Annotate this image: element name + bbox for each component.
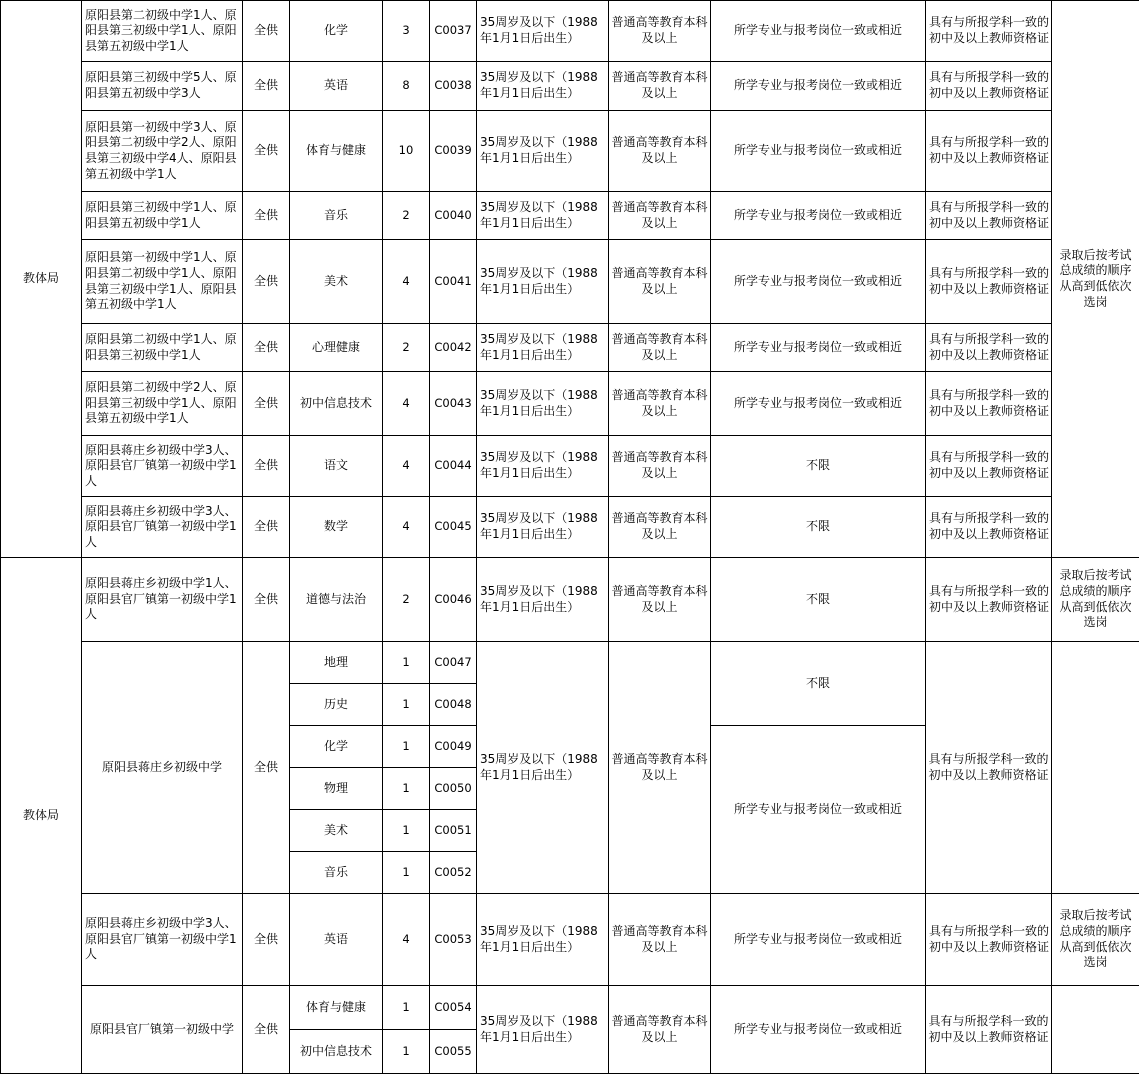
code-cell: C0042 [430,324,477,372]
table-row [1,1,1139,62]
supply-cell: 全供 [243,372,290,436]
count-cell: 1 [383,986,430,1030]
age-cell: 35周岁及以下（1988年1月1日后出生） [477,240,609,324]
age-cell: 35周岁及以下（1988年1月1日后出生） [477,192,609,240]
certificate-cell: 具有与所报学科一致的初中及以上教师资格证 [926,894,1052,986]
supply-cell: 全供 [243,436,290,497]
education-cell: 普通高等教育本科及以上 [609,986,711,1074]
subject-cell: 英语 [290,894,383,986]
table-row [1,558,1139,642]
supply-cell: 全供 [243,240,290,324]
count-cell: 4 [383,497,430,558]
school-cell: 原阳县第二初级中学1人、原阳县第三初级中学1人 [82,324,243,372]
code-cell: C0043 [430,372,477,436]
count-cell: 1 [383,768,430,810]
code-cell: C0039 [430,111,477,192]
school-cell: 原阳县蒋庄乡初级中学3人、原阳县官厂镇第一初级中学1人 [82,497,243,558]
age-cell: 35周岁及以下（1988年1月1日后出生） [477,324,609,372]
education-cell: 普通高等教育本科及以上 [609,1,711,62]
major-cell: 所学专业与报考岗位一致或相近 [711,726,926,894]
table-row [1,894,1139,986]
supply-cell: 全供 [243,642,290,894]
education-cell: 普通高等教育本科及以上 [609,372,711,436]
age-cell: 35周岁及以下（1988年1月1日后出生） [477,986,609,1074]
selection-method-cell [1052,986,1139,1074]
certificate-cell: 具有与所报学科一致的初中及以上教师资格证 [926,497,1052,558]
count-cell: 1 [383,810,430,852]
subject-cell: 美术 [290,240,383,324]
count-cell: 1 [383,726,430,768]
age-cell: 35周岁及以下（1988年1月1日后出生） [477,62,609,111]
subject-cell: 体育与健康 [290,111,383,192]
code-cell: C0038 [430,62,477,111]
table-row [1,436,1139,497]
code-cell: C0049 [430,726,477,768]
certificate-cell: 具有与所报学科一致的初中及以上教师资格证 [926,192,1052,240]
school-cell: 原阳县官厂镇第一初级中学 [82,986,243,1074]
school-cell: 原阳县蒋庄乡初级中学 [82,642,243,894]
subject-cell: 化学 [290,726,383,768]
certificate-cell: 具有与所报学科一致的初中及以上教师资格证 [926,642,1052,894]
major-cell: 所学专业与报考岗位一致或相近 [711,372,926,436]
education-cell: 普通高等教育本科及以上 [609,324,711,372]
table-row [1,324,1139,372]
code-cell: C0045 [430,497,477,558]
supply-cell: 全供 [243,986,290,1074]
supply-cell: 全供 [243,894,290,986]
subject-cell: 初中信息技术 [290,1030,383,1074]
school-cell: 原阳县第一初级中学3人、原阳县第二初级中学2人、原阳县第三初级中学4人、原阳县第五初级中学1人 [82,111,243,192]
supply-cell: 全供 [243,192,290,240]
age-cell: 35周岁及以下（1988年1月1日后出生） [477,1,609,62]
code-cell: C0050 [430,768,477,810]
subject-cell: 美术 [290,810,383,852]
major-cell: 所学专业与报考岗位一致或相近 [711,240,926,324]
school-cell: 原阳县蒋庄乡初级中学1人、原阳县官厂镇第一初级中学1人 [82,558,243,642]
certificate-cell: 具有与所报学科一致的初中及以上教师资格证 [926,1,1052,62]
school-cell: 原阳县第二初级中学2人、原阳县第三初级中学1人、原阳县第五初级中学1人 [82,372,243,436]
code-cell: C0046 [430,558,477,642]
subject-cell: 历史 [290,684,383,726]
major-cell: 所学专业与报考岗位一致或相近 [711,894,926,986]
subject-cell: 道德与法治 [290,558,383,642]
code-cell: C0044 [430,436,477,497]
count-cell: 4 [383,240,430,324]
code-cell: C0052 [430,852,477,894]
school-cell: 原阳县第一初级中学1人、原阳县第二初级中学1人、原阳县第三初级中学1人、原阳县第五初级中学1人 [82,240,243,324]
count-cell: 4 [383,372,430,436]
certificate-cell: 具有与所报学科一致的初中及以上教师资格证 [926,372,1052,436]
supply-cell: 全供 [243,497,290,558]
major-cell: 所学专业与报考岗位一致或相近 [711,1,926,62]
count-cell: 10 [383,111,430,192]
code-cell: C0037 [430,1,477,62]
education-cell: 普通高等教育本科及以上 [609,111,711,192]
age-cell: 35周岁及以下（1988年1月1日后出生） [477,436,609,497]
major-cell: 所学专业与报考岗位一致或相近 [711,192,926,240]
code-cell: C0054 [430,986,477,1030]
education-cell: 普通高等教育本科及以上 [609,894,711,986]
age-cell: 35周岁及以下（1988年1月1日后出生） [477,111,609,192]
table-row [1,240,1139,324]
supply-cell: 全供 [243,1,290,62]
major-cell: 所学专业与报考岗位一致或相近 [711,324,926,372]
subject-cell: 初中信息技术 [290,372,383,436]
subject-cell: 物理 [290,768,383,810]
count-cell: 1 [383,684,430,726]
selection-method-cell: 录取后按考试总成绩的顺序从高到低依次选岗 [1052,1,1139,558]
subject-cell: 音乐 [290,192,383,240]
certificate-cell: 具有与所报学科一致的初中及以上教师资格证 [926,436,1052,497]
subject-cell: 心理健康 [290,324,383,372]
education-cell: 普通高等教育本科及以上 [609,240,711,324]
age-cell: 35周岁及以下（1988年1月1日后出生） [477,372,609,436]
certificate-cell: 具有与所报学科一致的初中及以上教师资格证 [926,62,1052,111]
count-cell: 4 [383,894,430,986]
count-cell: 2 [383,324,430,372]
major-cell: 不限 [711,642,926,726]
count-cell: 1 [383,642,430,684]
supply-cell: 全供 [243,111,290,192]
education-cell: 普通高等教育本科及以上 [609,192,711,240]
age-cell: 35周岁及以下（1988年1月1日后出生） [477,894,609,986]
school-cell: 原阳县蒋庄乡初级中学3人、原阳县官厂镇第一初级中学1人 [82,436,243,497]
subject-cell: 化学 [290,1,383,62]
certificate-cell: 具有与所报学科一致的初中及以上教师资格证 [926,240,1052,324]
table-row [1,111,1139,192]
table-row [1,62,1139,111]
count-cell: 1 [383,852,430,894]
education-cell: 普通高等教育本科及以上 [609,558,711,642]
major-cell: 所学专业与报考岗位一致或相近 [711,62,926,111]
school-cell: 原阳县第三初级中学1人、原阳县第五初级中学1人 [82,192,243,240]
table-row [1,192,1139,240]
certificate-cell: 具有与所报学科一致的初中及以上教师资格证 [926,111,1052,192]
code-cell: C0041 [430,240,477,324]
table-row [1,986,1139,1030]
major-cell: 所学专业与报考岗位一致或相近 [711,986,926,1074]
code-cell: C0053 [430,894,477,986]
major-cell: 不限 [711,436,926,497]
major-cell: 不限 [711,558,926,642]
selection-method-cell: 录取后按考试总成绩的顺序从高到低依次选岗 [1052,558,1139,642]
subject-cell: 音乐 [290,852,383,894]
education-cell: 普通高等教育本科及以上 [609,497,711,558]
code-cell: C0051 [430,810,477,852]
certificate-cell: 具有与所报学科一致的初中及以上教师资格证 [926,986,1052,1074]
subject-cell: 语文 [290,436,383,497]
table-row [1,497,1139,558]
age-cell: 35周岁及以下（1988年1月1日后出生） [477,642,609,894]
subject-cell: 地理 [290,642,383,684]
selection-method-cell [1052,642,1139,894]
age-cell: 35周岁及以下（1988年1月1日后出生） [477,558,609,642]
count-cell: 3 [383,1,430,62]
code-cell: C0040 [430,192,477,240]
subject-cell: 英语 [290,62,383,111]
school-cell: 原阳县第二初级中学1人、原阳县第三初级中学1人、原阳县第五初级中学1人 [82,1,243,62]
education-cell: 普通高等教育本科及以上 [609,62,711,111]
department-cell: 教体局 [1,558,82,1074]
education-cell: 普通高等教育本科及以上 [609,436,711,497]
major-cell: 不限 [711,497,926,558]
selection-method-cell: 录取后按考试总成绩的顺序从高到低依次选岗 [1052,894,1139,986]
count-cell: 8 [383,62,430,111]
supply-cell: 全供 [243,324,290,372]
count-cell: 4 [383,436,430,497]
certificate-cell: 具有与所报学科一致的初中及以上教师资格证 [926,324,1052,372]
count-cell: 2 [383,192,430,240]
certificate-cell: 具有与所报学科一致的初中及以上教师资格证 [926,558,1052,642]
subject-cell: 数学 [290,497,383,558]
department-cell: 教体局 [1,1,82,558]
supply-cell: 全供 [243,62,290,111]
count-cell: 1 [383,1030,430,1074]
code-cell: C0047 [430,642,477,684]
code-cell: C0048 [430,684,477,726]
age-cell: 35周岁及以下（1988年1月1日后出生） [477,497,609,558]
supply-cell: 全供 [243,558,290,642]
table-row [1,642,1139,684]
education-cell: 普通高等教育本科及以上 [609,642,711,894]
school-cell: 原阳县第三初级中学5人、原阳县第五初级中学3人 [82,62,243,111]
major-cell: 所学专业与报考岗位一致或相近 [711,111,926,192]
subject-cell: 体育与健康 [290,986,383,1030]
count-cell: 2 [383,558,430,642]
school-cell: 原阳县蒋庄乡初级中学3人、原阳县官厂镇第一初级中学1人 [82,894,243,986]
code-cell: C0055 [430,1030,477,1074]
table-row [1,372,1139,436]
